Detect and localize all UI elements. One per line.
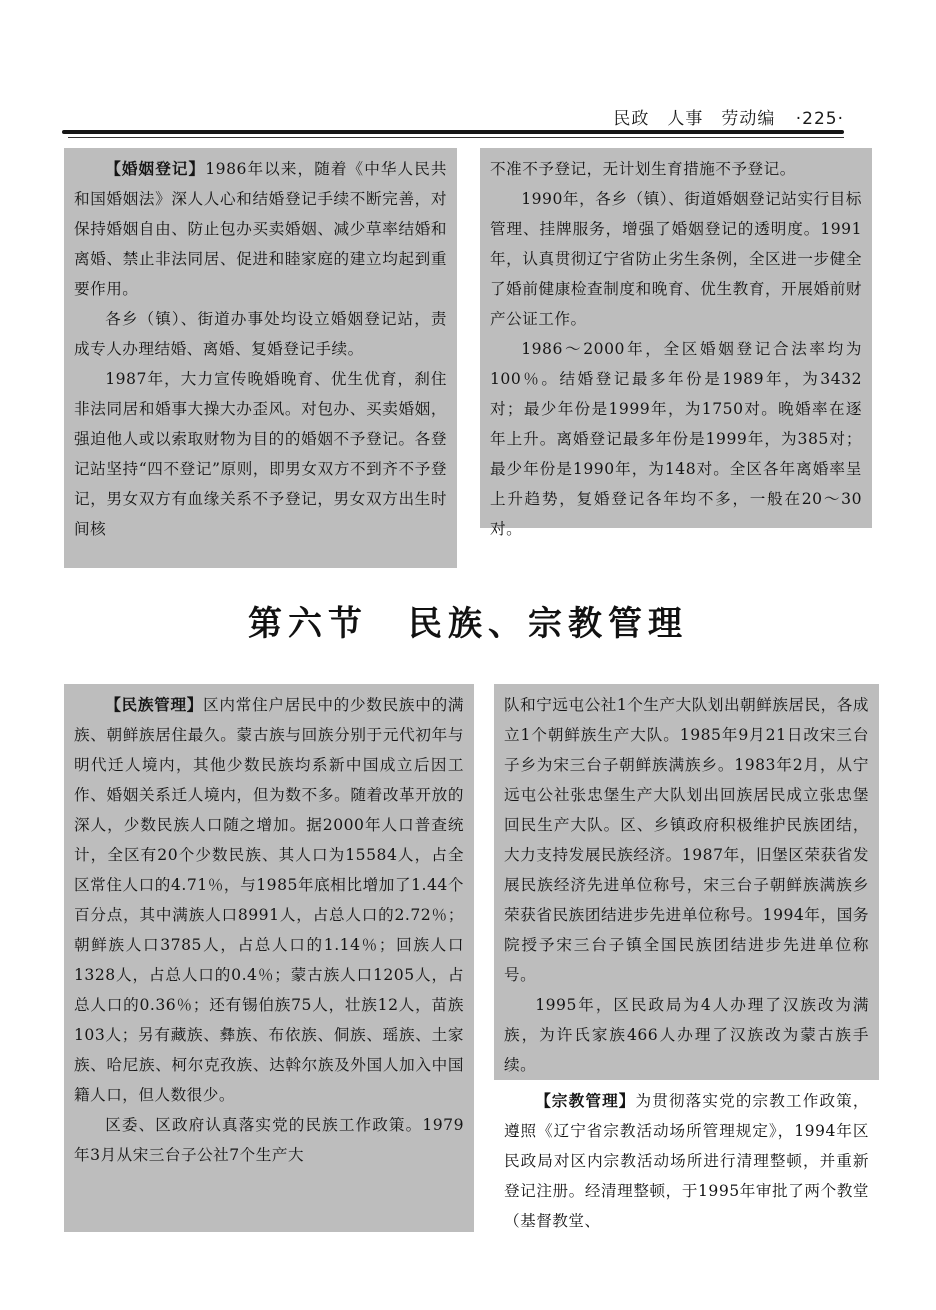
marriage-paragraph-2: 各乡（镇）、街道办事处均设立婚姻登记站，责成专人办理结婚、离婚、复婚登记手续。 — [74, 310, 447, 358]
section-number: 第六节 — [248, 604, 368, 644]
marriage-block-left — [64, 148, 457, 568]
ethnic-paragraph-2: 区委、区政府认真落实党的民族工作政策。1979年3月从宋三台子公社7个生产大 — [74, 1116, 464, 1164]
marriage-heading: 【婚姻登记】 — [105, 159, 206, 178]
section-title — [0, 596, 936, 645]
ethnic-paragraph-3: 1995年，区民政局为4人办理了汉族改为满族，为许氏家族466人办理了汉族改为蒙古族手续。 — [504, 996, 869, 1074]
marriage-block-right — [480, 148, 872, 538]
religion-block — [494, 1080, 879, 1230]
marriage-paragraph-1: 【婚姻登记】1986年以来，随着《中华人民共和国婚姻法》深人人心和结婚登记手续不断完善，对保持婚姻自由、防止包办买卖婚姻、减少草率结婚和离婚、禁止非法同居、促进和睦家庭的建立均起到重要作用。 — [74, 159, 447, 298]
running-header-section: 民政 人事 劳动编 — [613, 109, 776, 129]
header-rule-thin — [68, 137, 844, 138]
ethnic-paragraph-1: 【民族管理】区内常住户居民中的少数民族中的满族、朝鲜族居住最久。蒙古族与回族分别于元代初年与明代迁人境内，其他少数民族均系新中国成立后因工作、婚姻关系迁人境内，但为数不多。随着改革开放的深人，少数民族人口随之增加。据2000年人口普查统计，全区有20个少数民族、其人口为15584人，占全区常住人口的4.71％，与1985年底相比增加了1.44个百分点，其中满族人口8991人，占总人口的2.72％；朝鲜族人口3785人，占总人口的1.14％；回族人口1328人，占总人口的0.4％；蒙古族人口1205人，占总人口的0.36％；还有锡伯族75人，壮族12人，苗族103人；另有藏族、彝族、布依族、侗族、瑶族、土家族、哈尼族、柯尔克孜族、达斡尔族及外国人加入中国籍人口，但人数很少。 — [74, 695, 464, 1104]
marriage-paragraph-3-continued: 不准不予登记，无计划生育措施不予登记。 — [490, 160, 796, 178]
marriage-paragraph-3: 1987年，大力宣传晚婚晚育、优生优育，刹住非法同居和婚事大操大办歪风。对包办、买卖婚姻，强迫他人或以索取财物为目的的婚姻不予登记。各登记站坚持“四不登记”原则，即男女双方不到齐不予登记，男女双方有血缘关系不予登记，男女双方出生时间核 — [74, 370, 447, 538]
religion-heading: 【宗教管理】 — [535, 1091, 636, 1110]
religion-paragraph-1: 【宗教管理】为贯彻落实党的宗教工作政策，遵照《辽宁省宗教活动场所管理规定》，1994年区民政局对区内宗教活动场所进行清理整顿，并重新登记注册。经清理整顿，于1995年审批了两个教堂（基督教堂、 — [504, 1091, 869, 1230]
marriage-paragraph-5: 1986～2000年，全区婚姻登记合法率均为100％。结婚登记最多年份是1989年，为3432对；最少年份是1999年，为1750对。晚婚率在逐年上升。离婚登记最多年份是1999年，为385对；最少年份是1990年，为148对。全区各年离婚率呈上升趋势，复婚登记各年均不多，一般在20～30对。 — [490, 340, 862, 538]
ethnic-heading: 【民族管理】 — [105, 695, 204, 714]
header-rule-thick — [62, 130, 844, 134]
ethnic-block-right — [494, 684, 879, 1080]
marriage-paragraph-4: 1990年，各乡（镇）、街道婚姻登记站实行目标管理、挂牌服务，增强了婚姻登记的透明度。1991年，认真贯彻辽宁省防止劣生条例，全区进一步健全了婚前健康检查制度和晚育、优生教育，开展婚前财产公证工作。 — [490, 190, 862, 328]
page-number: ·225· — [795, 109, 844, 129]
running-header — [613, 104, 844, 129]
ethnic-block-left — [64, 684, 474, 1232]
section-name: 民族、宗教管理 — [408, 604, 688, 644]
ethnic-paragraph-2-continued: 队和宁远屯公社1个生产大队划出朝鲜族居民，各成立1个朝鲜族生产大队。1985年9月21日改宋三台子乡为宋三台子朝鲜族满族乡。1983年2月，从宁远屯公社张忠堡生产大队划出回族居民成立张忠堡回民生产大队。区、乡镇政府积极维护民族团结，大力支持发展民族经济。1987年，旧堡区荣获省发展民族经济先进单位称号，宋三台子朝鲜族满族乡荣获省民族团结进步先进单位称号。1994年，国务院授予宋三台子镇全国民族团结进步先进单位称号。 — [504, 696, 869, 984]
